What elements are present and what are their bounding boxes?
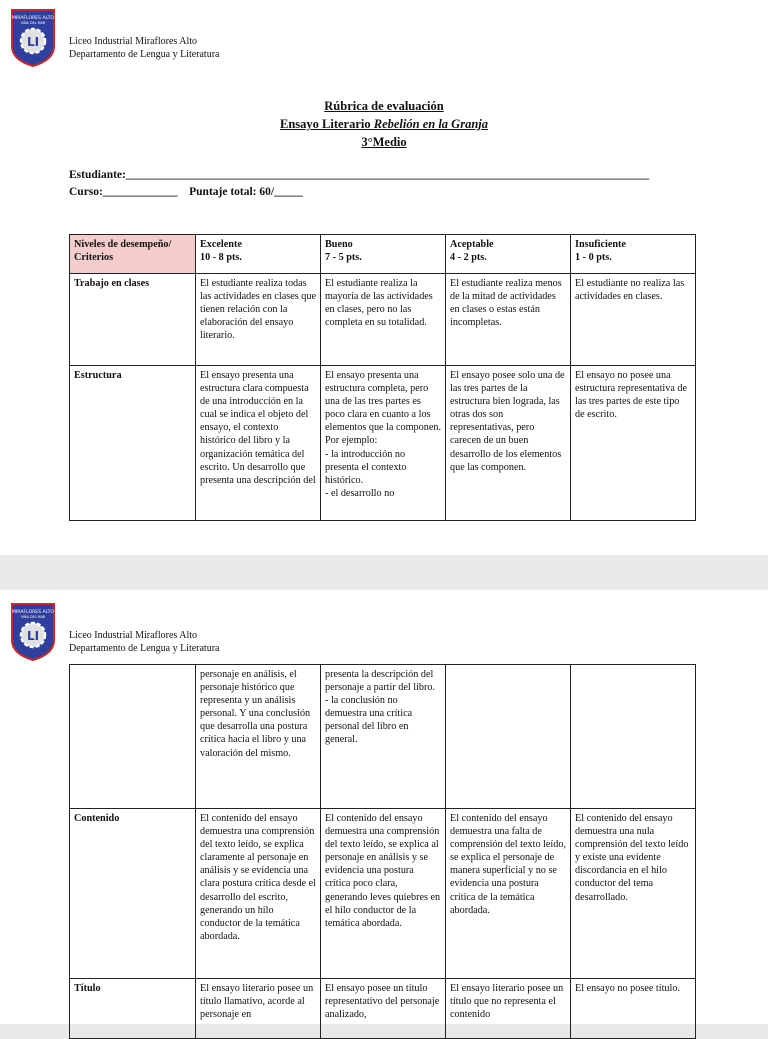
school-logo <box>10 602 56 662</box>
student-line: Estudiante:___________________________________________________________________________________________ <box>69 169 650 181</box>
school-logo <box>10 8 56 68</box>
rubric-cell: El ensayo posee solo una de las tres partes de la estructura bien lograda, las otras dos son representativas, pero carecen de un buen desarrollo de los elementos que las componen. <box>446 366 571 521</box>
rubric-cell: El estudiante realiza todas las actividades en clases que tienen relación con la elaboración del ensayo literario. <box>196 274 321 366</box>
rubric-cell <box>571 665 696 809</box>
school-header <box>69 629 219 655</box>
svg-text:VIÑA DEL MAR: VIÑA DEL MAR <box>20 615 46 619</box>
table-row <box>70 665 696 809</box>
school-name: Liceo Industrial Miraflores Alto <box>69 630 198 641</box>
doc-grade: 3°Medio <box>361 135 407 149</box>
rubric-cell: personaje en análisis, el personaje histórico que representa y un análisis personal. Y una conclusión que desarrolla una postura crítica hacia el libro y una valoración del mismo. <box>196 665 321 809</box>
rubric-cell: El contenido del ensayo demuestra una nula comprensión del texto leído y existe una evidente discordancia en el hilo conductor del tema desarrollado. <box>571 809 696 979</box>
criterion-label: Estructura <box>70 366 196 521</box>
rubric-table-page1 <box>69 234 696 521</box>
header-level: Aceptable 4 - 2 pts. <box>446 235 571 274</box>
doc-subtitle: Ensayo Literario Rebelión en la Granja <box>280 117 488 131</box>
course-line <box>69 186 303 198</box>
doc-title: Rúbrica de evaluación <box>324 99 444 113</box>
document-page-2 <box>0 590 768 1024</box>
criterion-label: Título <box>70 979 196 1039</box>
header-level: Insuficiente 1 - 0 pts. <box>571 235 696 274</box>
rubric-cell: El ensayo posee un título representativo del personaje analizado, <box>321 979 446 1039</box>
rubric-header-row <box>70 235 696 274</box>
rubric-cell: El estudiante realiza menos de la mitad de actividades en clases o estas están incompletas. <box>446 274 571 366</box>
rubric-cell: El ensayo literario posee un título llamativo, acorde al personaje en <box>196 979 321 1039</box>
rubric-cell: El ensayo presenta una estructura completa, pero una de las tres partes es poco clara en cuanto a los elementos que la componen. Por ejemplo: - la introducción no presenta el contexto histórico. - el desarrollo no <box>321 366 446 521</box>
svg-text:MIRAFLORES ALTO: MIRAFLORES ALTO <box>11 16 55 21</box>
rubric-cell: El contenido del ensayo demuestra una comprensión del texto leído, se explica claramente al personaje en análisis y se evidencia una clara postura crítica desde el desarrollo del escrito, generando un hilo conductor de la temática abordada. <box>196 809 321 979</box>
rubric-cell: El contenido del ensayo demuestra una falta de comprensión del texto leído, se explica el personaje de manera superficial y no se evidencia una postura crítica de la temática abordada. <box>446 809 571 979</box>
table-row <box>70 274 696 366</box>
rubric-cell: El contenido del ensayo demuestra una comprensión del texto leído, se explica al personaje en análisis y se evidencia una postura crítica poco clara, generando leves quiebres en el hilo conductor de la temática abordada. <box>321 809 446 979</box>
rubric-table-page2 <box>69 664 696 1039</box>
table-row <box>70 809 696 979</box>
criterion-label: Trabajo en clases <box>70 274 196 366</box>
school-header <box>69 35 219 61</box>
score-field: Puntaje total: 60/_____ <box>189 186 303 198</box>
rubric-cell: El ensayo no posee una estructura representativa de las tres partes de este tipo de escrito. <box>571 366 696 521</box>
rubric-cell <box>446 665 571 809</box>
school-name: Liceo Industrial Miraflores Alto <box>69 36 198 47</box>
rubric-cell: El estudiante no realiza las actividades en clases. <box>571 274 696 366</box>
criterion-label <box>70 665 196 809</box>
svg-text:MIRAFLORES ALTO: MIRAFLORES ALTO <box>11 610 55 615</box>
header-level: Bueno 7 - 5 pts. <box>321 235 446 274</box>
table-row <box>70 366 696 521</box>
course-field: Curso:_____________ <box>69 186 178 198</box>
criterion-label: Contenido <box>70 809 196 979</box>
rubric-cell: El ensayo presenta una estructura clara compuesta de una introducción en la cual se indica el objeto del ensayo, el contexto histórico del libro y la organización temática del escrito. Un desarrollo que presenta una descripción del <box>196 366 321 521</box>
rubric-cell: El ensayo no posee título. <box>571 979 696 1039</box>
department-name: Departamento de Lengua y Literatura <box>69 49 220 60</box>
svg-text:LI: LI <box>26 35 40 49</box>
svg-text:VIÑA DEL MAR: VIÑA DEL MAR <box>20 21 46 25</box>
department-name: Departamento de Lengua y Literatura <box>69 643 220 654</box>
rubric-cell: presenta la descripción del personaje a partir del libro. - la conclusión no demuestra una crítica personal del libro en general. <box>321 665 446 809</box>
svg-text:LI: LI <box>26 629 40 643</box>
rubric-cell: El ensayo literario posee un título que no representa el contenido <box>446 979 571 1039</box>
header-criteria: Niveles de desempeño/ Criterios <box>70 235 196 274</box>
rubric-cell: El estudiante realiza la mayoría de las actividades en clases, pero no las completa en su totalidad. <box>321 274 446 366</box>
table-row <box>70 979 696 1039</box>
header-level: Excelente 10 - 8 pts. <box>196 235 321 274</box>
